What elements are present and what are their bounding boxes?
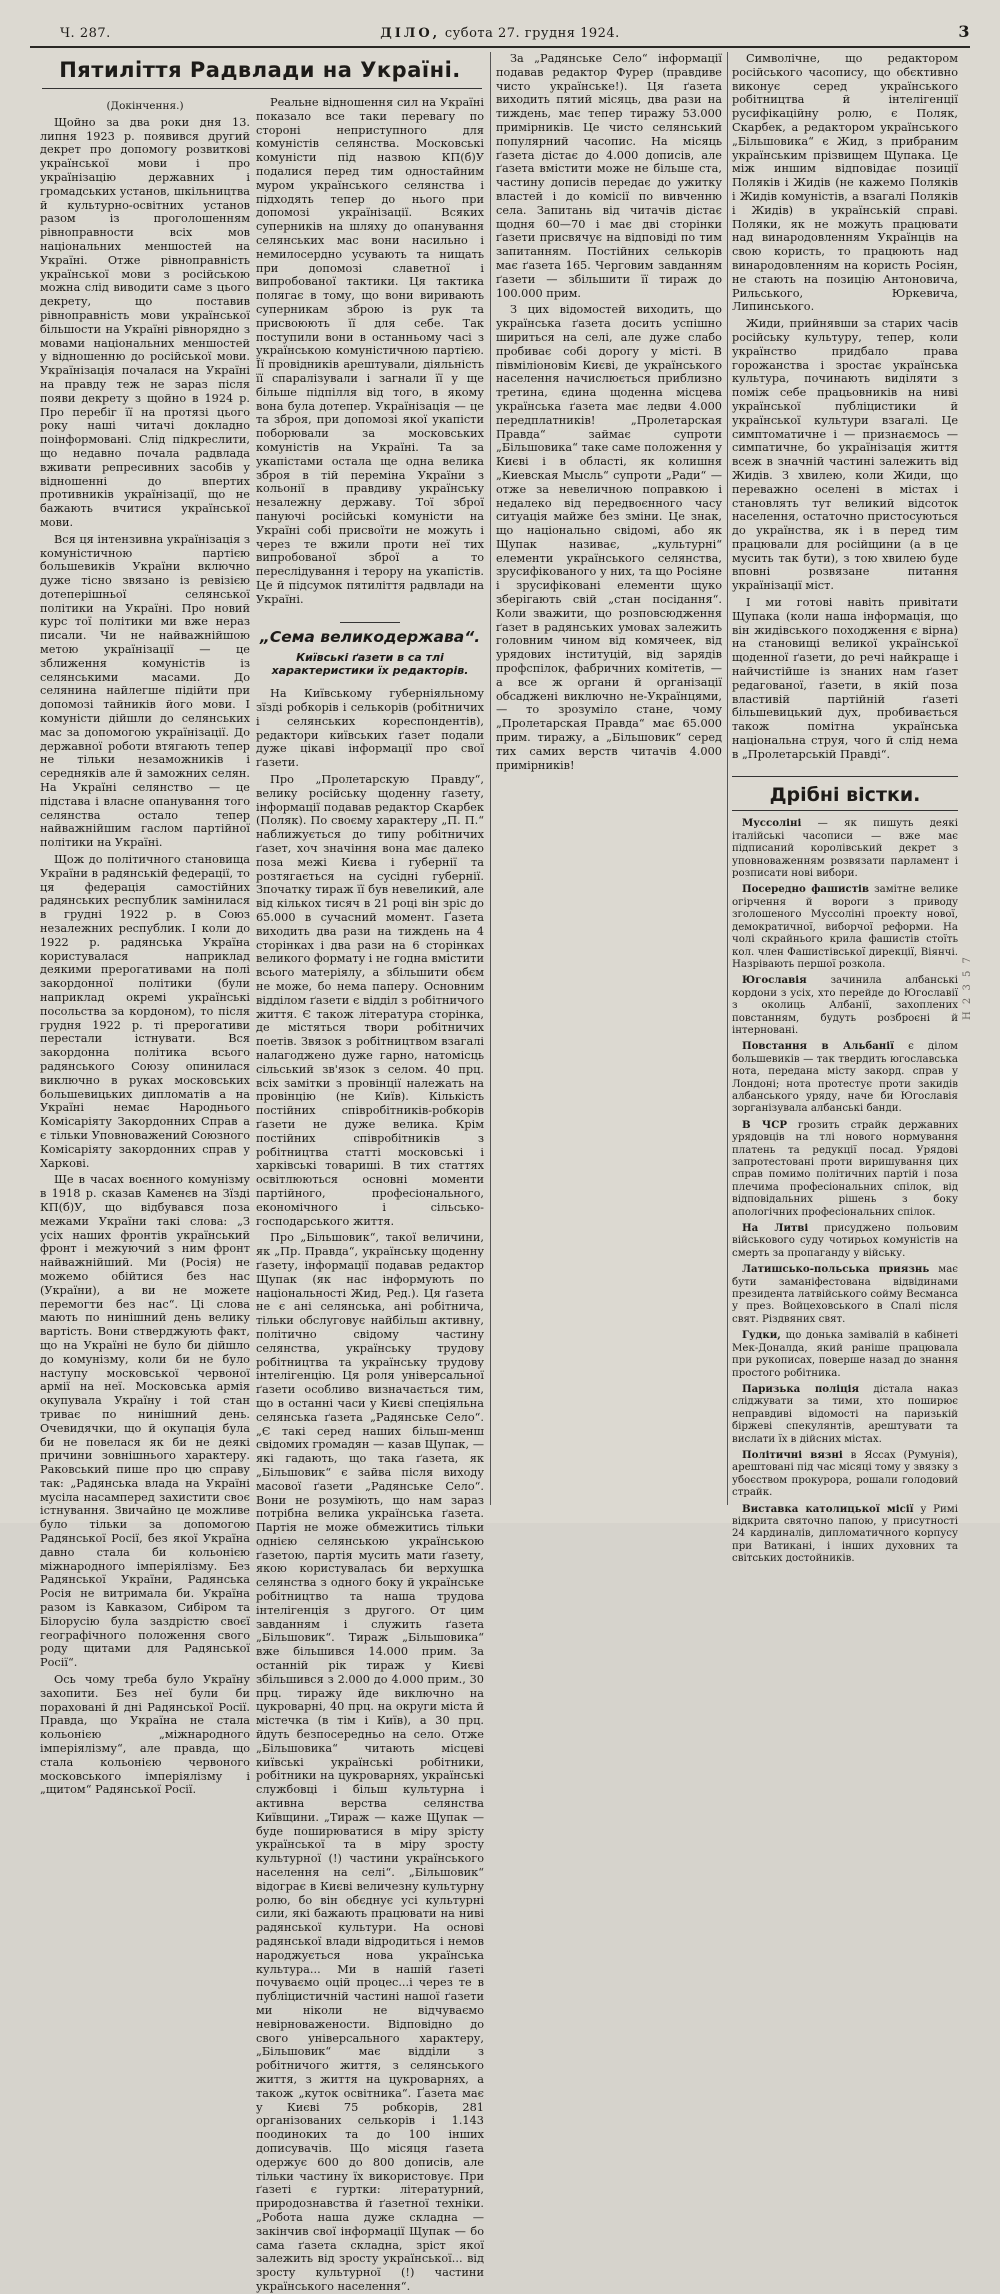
article-paragraph: Жиди, прийнявши за старих часів російську культуру, тепер, коли українство придбало права горожанства і зростає українська культура, починають виділяти з поміж себе працьовників на ниві української публіцистики й української культури взагалі. Це симптоматичне і — признаємось — симпатичне, бо українізація життя всеж в значній частині залежить від Жидів. З хвилею, коли Жиди, що переважно оселені в містах і становлять тут великий відсоток населення, остаточно пристосуються до українства, як і в перед тим працювали для російщини (а в це мусить так бути), з тою хвилею буде вповні розвязане питання українізації міст. [732,317,958,593]
article-paragraph: За „Радянське Село“ інформації подавав редактор Фурер (правдиве чисто українське!). Ця ґазета виходить пятий місяць, два рази на тиждень, має тепер тиражу 53.000 примірників. Це чисто селянський популярний часопис. На місяць ґазета дістає до 4.000 дописів, але ґазета вмістити може не більше ста, частину дописів передає до ужитку властей і до комісії по вивченню села. Запитань від читачів дістає щодня 60—70 і має дві сторінки ґазети присвячує на відповіді по тим запитанням. Постійних селькорів має ґазета 165. Черговим завданням ґазети — збільшити її тираж до 100.000 прим. [496,52,722,300]
column-3 [496,52,722,1503]
column-rule [490,52,491,1505]
column-2 [256,96,484,2293]
news-section-title: Дрібні вістки. [732,776,958,812]
news-text: в Яссах (Румунія), арештовані під час місяці тому у звязку з убоєством прокурора, рошали голодовий страйк. [732,1449,958,1499]
news-text: має бути заманіфестована відвідинами президента латвійського сойму Весманса у през. Войцеховського в Спалі після свят. Різдвяних свят. [732,1264,958,1325]
newspaper-name: ДІЛО, [380,26,441,41]
news-lead: Виставка католицької місії [742,1502,914,1515]
column-1 [40,96,250,1797]
news-item [732,817,958,880]
news-item [732,1383,958,1446]
sema-article-subtitle: Київські ґазети в са тлі характеристики їх редакторів. [271,651,469,678]
news-item [732,1040,958,1115]
news-text: є ділом большевиків — так твердить югославська нота, передана місту закорд. справ у Лондоні; нота протестує проти закидів албанського уряду, наче би Югославія зорганізувала албанські банди. [732,1041,958,1115]
article-paragraph: Ось чому треба було Україну захопити. Без неї були би пораховані й дні Радянської Росії. Правда, що Україна не стала кольонією „міжнародного імперіялізму“, але правда, що стала кольонією червоного московського імперіялізму і „щитом“ Радянської Росії. [40,1673,250,1797]
news-item [732,1329,958,1380]
issue-label: Ч. 287. [60,26,111,41]
news-text: присуджено польовим військового суду чотирьох комуністів на смерть за пропаганду у війську. [732,1223,958,1259]
issue-date: субота 27. грудня 1924. [444,26,620,41]
article-paragraph: Символічне, що редактором російського часопису, що обєктивно виконує серед українського робітництва й інтелігенції русифікаційну ролю, є Поляк, Скарбек, а редактором українського „Більшовика“ є Жид, з прибраним українським прізвищем Щупака. Це між иншим відповідає позиції Поляків і Жидів (не кажемо Поляків і Жидів комуністів, а взагалі Поляків і Жидів) в українській справі. Поляки, як не можуть працювати над винародовленням Українців на свою користь, то працюють над винародовленням на користь Росіян, не стають на позицію Антоновича, Рильського, Юркевича, Липинського. [732,52,958,314]
news-text: що донька замівалій в кабінеті Мек-Доналда, який раніше працювала при рукописах, поверше назад до знання простого робітника. [732,1330,958,1379]
news-item [732,1449,958,1500]
header-rule [30,46,970,48]
news-text: грозить страйк державних урядовців на тлі нового нормування платень та редукції посад. Урядові запротестовані проти виришування цих справ помимо політичних партій і поза плечима професіональних спілок, від відповідальних рішень з боку апологічних професіональних спілок. [732,1119,958,1218]
news-text: у Римі відкрита святочно папою, у присутності 24 кардиналів, дипломатичного корпусу при Ватикані, і інших духовних та світських достойників. [732,1503,958,1565]
news-item [732,883,958,971]
article-paragraph: З цих відомостей виходить, що українська ґазета досить успішно шириться на селі, але дуже слабо пробиває собі дорогу у місті. В півміліоновім Києві, де українського населення начислюється приблизно третина, єдина щоденна місцева українська ґазета має ледви 4.000 передплатників! „Пролетарская Правда“ займає супроти „Більшовика“ таке саме положення у Києві і в області, як колишня „Киевская Мысль“ супроти „Ради“ — отже за невеличною поправкою і недалеко від передвоєнного часу ситуація майже без зміни. Це знак, що національно свідомі, або як Щупак називає, „культурні“ елементи українського селянства, зрусифікованого у них, та що Росіяне і зрусифіковані елементи щуко зберігають свій „стан посідання“. Коли зважити, що розповсюдження ґазет в радянських умовах залежить головним чином від комячеек, від урядових інституцій, від зарядів профспілок, фабричних комітетів, — а все ж органи й організації обсаджені виключно не-Українцями, — то зрозуміло стане, чому „Пролетарская Правда“ має 65.000 прим. тиражу, а „Більшовик“ серед тих самих верств читачів 4.000 примірників! [496,303,722,772]
page-number: 3 [958,22,970,41]
news-text: замітне велике огірчення й вороги з приводу зголошеного Муссоліні проекту нової, демократичної, виборчої реформи. На чолі скрайнього крила фашистів стоїть кол. член Фашистівської дирекції, Віянчі. Назрівають першої розкола. [732,884,958,970]
news-item [732,1263,958,1326]
article-paragraph: Щож до політичного становища України в радянській федерації, то ця федерація самостійних радянських республик замінилася в грудні 1922 р. в Союз незалежних республик. І коли до 1922 р. радянська Україна користувалася наприклад деякими прерогативами на полі закордонної політики (були наприклад окремі українські посольства за кордоном), то після грудня 1922 р. ті прерогативи перестали істнувати. Вся закордонна політика всього радянського Союзу опинилася виключно в руках московських большевицьких дипломатів а на Україні немає Народнього Комісаріяту Закордонних Справ а є тільки Уповноважений Союзного Комісаріяту закордонних справ у Харкові. [40,853,250,1170]
news-lead: Югославія [742,974,807,987]
masthead-line [30,26,970,41]
news-text: — як пишуть деякі італійські часописи — вже має підписаний королівський декрет з уповноваженням розвязати парламент і розписати нові вибори. [732,818,958,880]
news-lead: В ЧСР [742,1118,788,1131]
news-item [732,974,958,1037]
continued-note: (Докінчення.) [106,100,184,112]
article-paragraph: Про „Пролетарскую Правду“, велику російську щоденну ґазету, інформації подавав редактор Скарбек (Поляк). По своєму характеру „П. П.“ наближується до типу робітничих ґазет, хоч значіння вона має далеко поза межі Києва і губернії та розтягається на сусідні губернії. Зпочатку тираж її був невеликий, але від кількох тисяч в 21 році він зріс до 65.000 в сучасний момент. Ґазета виходить два рази на тиждень на 4 сторінках і два рази на 6 сторінках великого формату і не годна вмістити всього матеріялу, а збільшити обєм не може, бо нема паперу. Основним відділом ґазети є відділ з робітничого життя. Є також література сторінка, де містяться твори робітничих поетів. Звязок з робітництвом взагалі налагоджено дуже гарно, натомісць сільський зв'язок з селом. 40 прц. всіх замітки з провінції належать на провінцію (не Київ). Кількість постійних співробітників-робкорів ґазети не дуже велика. Крім постійних співробітників з робітництва статті московські і харківські товариші. В тих статтях освітлюються основні моменти партійного, професіонального, економічного і сільсько-господарського життя. [256,773,484,1228]
article-paragraph: Ще в часах воєнного комунізму в 1918 р. сказав Каменєв на Зїзді КП(б)У, що відбувався поза межами України такі слова: „З усіх наших фронтів український фронт і межуючий з ним фронт найважнійший. Ми (Росія) не можемо обійтися без нас (України), а ви не можете перемогти без нас“. Ці слова мають по нинішний день велику вартість. Вони стверджують факт, що на Україні не було би дійшло до комунізму, коли би не було наступу московської червоної армії на неї. Московська армія окупувала Україну і той стан триває по нинішний день. Очевидячки, що й окупація була би не повелася як би не деякі причини зовнішнього характеру. Раковський пише про цю справу так: „Радянська влада на Україні мусіла насамперед захистити своє істнування. Звичайно це можливе було тільки за допомогою Радянської Росії, без якої Україна давно стала би кольонією міжнародного імперіялізму. Без Радянської України, Радянська Росія не витримала би. Україна разом із Кавказом, Сибіром та Білорусію була заздрістю своєї географічного положення свого роду щитами для Радянської Росії“. [40,1173,250,1670]
pencil-margin-note: Н 2 3 5 7 [962,955,973,1020]
news-lead: Паризька поліція [742,1382,860,1395]
column-4 [732,52,958,1565]
main-article-title: Пятиліття Радвлади на Україні. [59,58,461,82]
article-paragraph: І ми готові навіть привітати Щупака (коли наша інформація, що він жидівського походження є вірна) на становищі великої української щоденної ґазети, до речі найкраще і найчистійше із знаних нам ґазет редагованої, ґазети, в якій поза властивій партійній ґазеті більшевицький дух, пробивається також помітна українська національна струя, чого й слід нема в „Пролетарській Правді“. [732,596,958,761]
news-lead: На Литві [742,1222,809,1235]
news-lead: Муссоліні [742,817,802,830]
news-lead: Гудки, [742,1329,781,1342]
news-item [732,1119,958,1219]
section-divider [340,622,400,623]
article-paragraph: Щойно за два роки дня 13. липня 1923 р. появився другий декрет про допомогу розвиткові української мови і про українізацію державних і громадських установ, шкільництва й культурно-освітних установ разом із проголошенням рівноправности всіх мов національних меншостей на Україні. Отже рівноправність української мови з російською можна слід виводити саме з цього декрету, що поставив рівноправність мови української більшости на Україні рівнорядно з мовами національних меншостей у відношенню до російської мови. Українізація почалася на Україні на правду теж не зараз після появи декрету з щойно в 1924 р. Про перебіг її на протязі цього року наші читачі докладно поінформовані. Слід підкреслити, що недавно почала радвлада вживати репресивних засобів у відношенні до впертих противників українізації, що не бажають вчитися української мови. [40,115,250,529]
article-paragraph: Про „Більшовик“, такої величини, як „Пр. Правда“, українську щоденну ґазету, інформації подавав редактор Щупак (як нас інформують по національності Жид, Ред.). Ця ґазета не є ані селянська, ані робітнича, тільки обслуговує найбільш активну, політично свідому частину селянства, українську трудову робітництва та українську трудову інтелігенцію. Ця роля універсальної ґазети особливо визначається тим, що в останні часи у Києві спеціяльна селянська ґазета „Радянське Село“. „Є такі серед наших більш-менш свідомих громадян — казав Щупак, — які гадають, що така ґазета, як „Більшовик“ є зайва після виходу масової ґазети „Радянське Село“. Вони не розуміють, що нам зараз потрібна велика українська ґазета. Партія не може обмежитись тільки однією селянською українською ґазетою, партія мусить мати ґазету, якою користувалась би верхушка селянства з одного боку й українське робітництво та наша трудова інтелігенція з другого. От цим завданням і служить ґазета „Більшовик“. Тираж „Більшовика“ вже більшився 14.000 прим. За останній рік тираж у Києві збільшився з 2.000 до 4.000 прим., 30 прц. тиражу йде виключно на цукроварні, 40 прц. на округи міста й містечка (в тім і Київ), а 30 прц. йдуть безпосередньо на село. Отже „Більшовика“ читають місцеві київські українські робітники, робітники на цукроварнях, українські службовці і більш культурна і активна верства селянства Київщини. „Тираж — каже Щупак — буде поширюватися в міру зрісту української та в міру зросту культурної (!) частини українського населення на селі“. „Більшовик“ відограє в Києві величезну культурну ролю, бо він обєднує усі культурні сили, які бажають працювати на ниві радянської культури. На основі радянської влади відродиться і немов народжується нова українська культура... Ми в нашій ґазеті почуваємо оцій процес...і через те в публіцистичній частині нашої ґазети ми ніколи не відчуваємо невірноважености. Відповідно до свого універсального характеру, „Більшовик“ має відділи з робітничого життя, з селянського життя, з життя на цукроварнях, а також „куток освітника“. Ґазета має у Києві 75 робкорів, 281 організованих селькорів і 1.143 поодиноких та до 100 інших дописувачів. Що місяця ґазета одержує 600 до 800 дописів, але тільки частину їх використовує. При ґазеті є гуртки: літературний, природознавства й ґазетної техніки. „Робота наша дуже складна — закінчив свої інформації Щупак — бо сама ґазета складна, зріст якої залежить від зросту української... від зросту культурної (!) частини українського населення“. [256,1231,484,2293]
article-paragraph: На Київському губерніяльному зїзді робкорів і селькорів (робітничих і селянських кореспондентів), редактори київських ґазет подали дуже цікаві інформації про свої ґазети. [256,687,484,770]
news-text: зачинила албанські кордони з усіх, хто перейде до Югославії з околиць Албанії, захоплених повстанням, будуть розброєні й інтерновані. [732,975,958,1036]
news-lead: Повстання в Альбанії [742,1040,894,1053]
news-lead: Посередно фашистів [742,883,869,896]
headline-rule [42,88,482,89]
column-rule [727,52,728,1505]
sema-article-title: „Сема великодержава“. [259,628,481,647]
running-head [30,22,970,46]
news-item [732,1503,958,1566]
article-paragraph: Вся ця інтензивна українізація з комуністичною партією большевиків України включно дуже тісно звязано із ревізією дотеперішньої селянської політики на Україні. Про новий курс тої політики ми вже нераз писали. Чи не найважнійшою метою українізації — це зближення комуністів із селянськими масами. До селянина найлегше підійти при допомозі тайників його мови. І комуністи дійшли до селянських мас за допомогою українізації. До державної роботи втягають тепер не тільки незаможників і середняків але й заможних селян. На Україні селянство — це підстава і власне опанування того селянства остало тепер найважнійшим гаслом партійної політики на Україні. [40,532,250,850]
news-list [732,817,958,1565]
news-item [732,1222,958,1260]
news-lead: Політичні вязні [742,1448,843,1461]
news-text: дістала наказ сліджувати за тими, хто поширює неправдиві відомості на паризькій біржеві спекулянтів, арештувати та вислати їх в дійсних містах. [732,1383,958,1445]
news-lead: Латишсько-польська приязнь [742,1263,930,1276]
article-paragraph: Реальне відношення сил на Україні показало все таки перевагу по стороні неприступного для комуністів селянства. Московські комуністи під назвою КП(б)У подалися перед тим одностайним муром українського селянства і підходять тепер до нього при допомозі українізації. Всяких суперників на шляху до опанування селянських мас вони насильно і немилосердно усувають та нищать при допомозі славетної і випробованої тактики. Ця тактика полягає в тому, що вони виривають суперникам зброю із рук та присвоюють її для себе. Так поступили вони в останньому часі з українською комуністичною партією. Її провідників арештували, діяльність її спаралізували і загнали її у ще більше підпілля від того, в якому вона була дотепер. Українізація — це та зброя, при допомозі якої укапісти поборювали за московських комуністів на Україні. Та за укапістами остала ще одна велика зброя в тій переміна України з кольонії в правдиву українську незалежну державу. Тої зброї пануючі російські комуністи на Україні собі присвоїти не можуть і через те вжили проти неї тих випробованої зброї а то переслідування і терору на укапістів. Це й підсумок пятиліття радвлади на Україні. [256,96,484,606]
